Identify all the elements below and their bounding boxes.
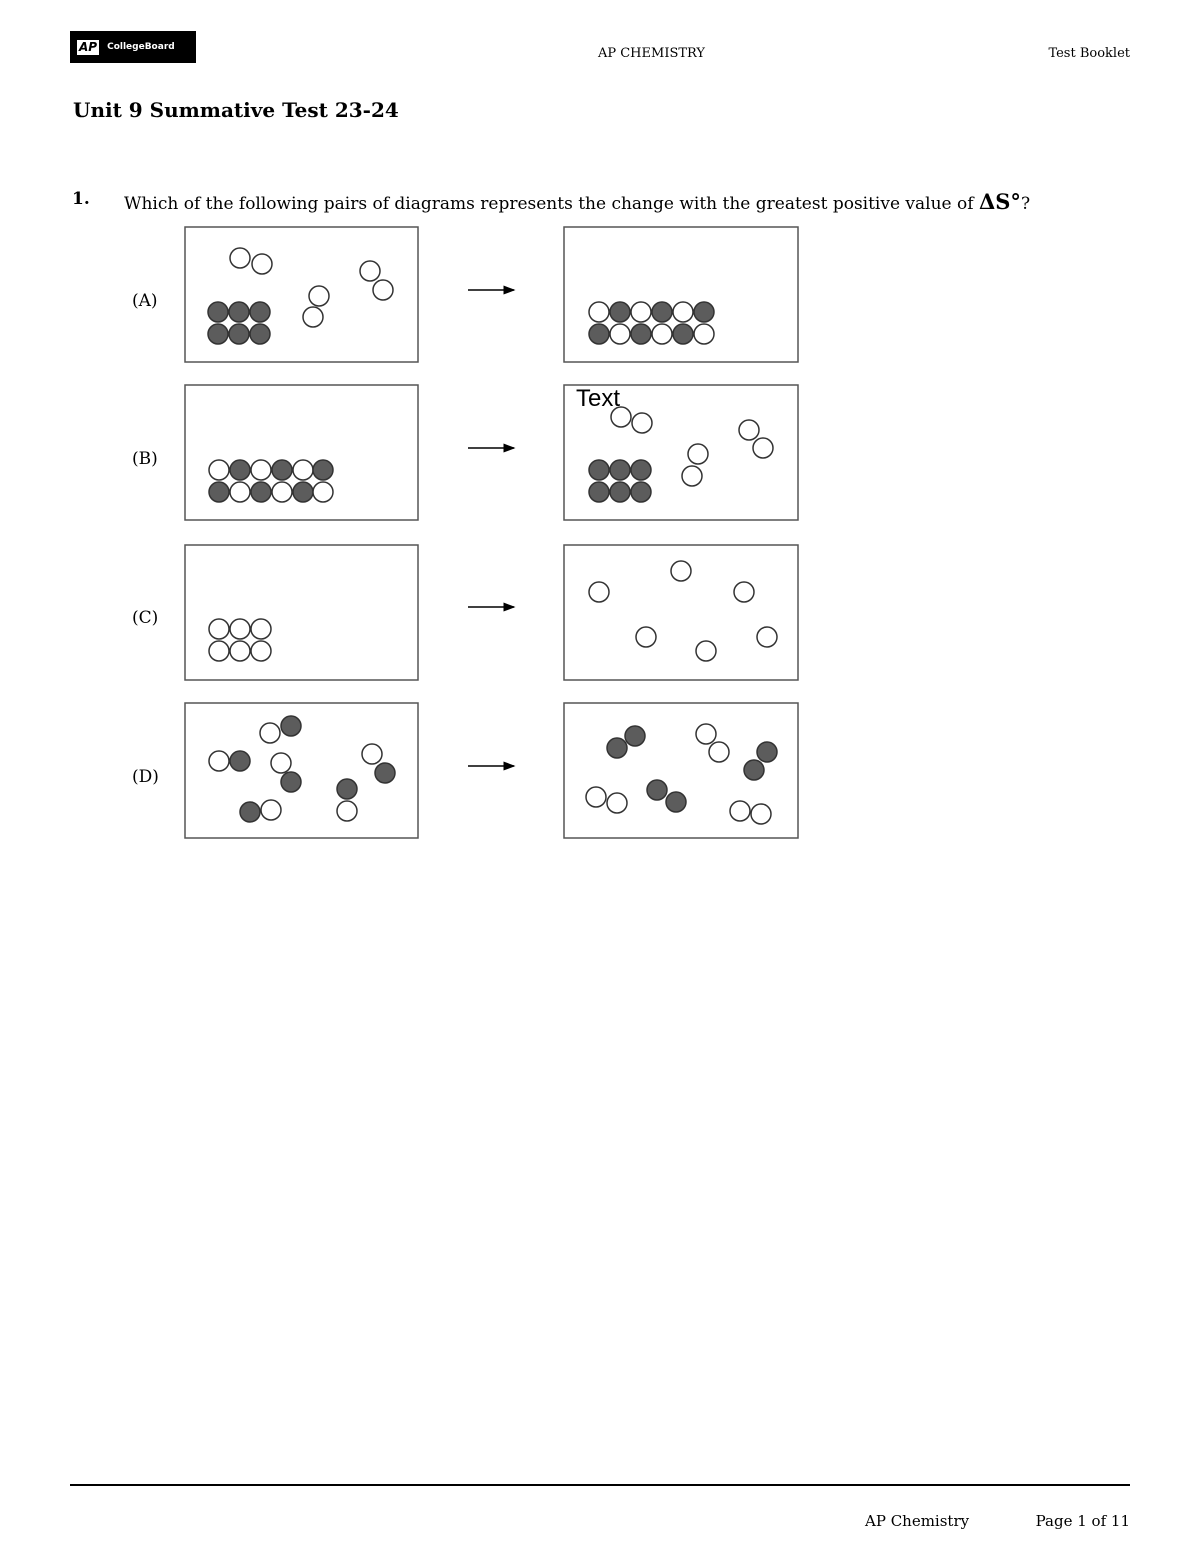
stray-text-box: Text: [576, 385, 621, 412]
collegeboard-logo-text: CollegeBoard: [107, 42, 175, 52]
footer-page-number: Page 1 of 11: [1035, 1512, 1130, 1530]
footer-divider: [70, 1484, 1130, 1486]
entropy-symbol: ΔS°: [978, 189, 1021, 214]
question-number: 1.: [72, 189, 90, 209]
option-d-label[interactable]: (D): [132, 767, 159, 787]
question-text: Which of the following pairs of diagrams represents the change with the greatest positive value of: [124, 194, 974, 214]
ap-logo-mark: AP: [79, 39, 98, 54]
option-c-label[interactable]: (C): [132, 608, 159, 628]
header-booklet-label: Test Booklet: [1048, 46, 1130, 61]
option-b-label[interactable]: (B): [132, 449, 158, 469]
page-title: Unit 9 Summative Test 23-24: [73, 98, 399, 122]
header-course-title: AP CHEMISTRY: [597, 46, 706, 61]
footer-course-name: AP Chemistry: [865, 1512, 970, 1530]
option-a-label[interactable]: (A): [132, 291, 158, 311]
question-mark: ?: [1020, 194, 1031, 214]
